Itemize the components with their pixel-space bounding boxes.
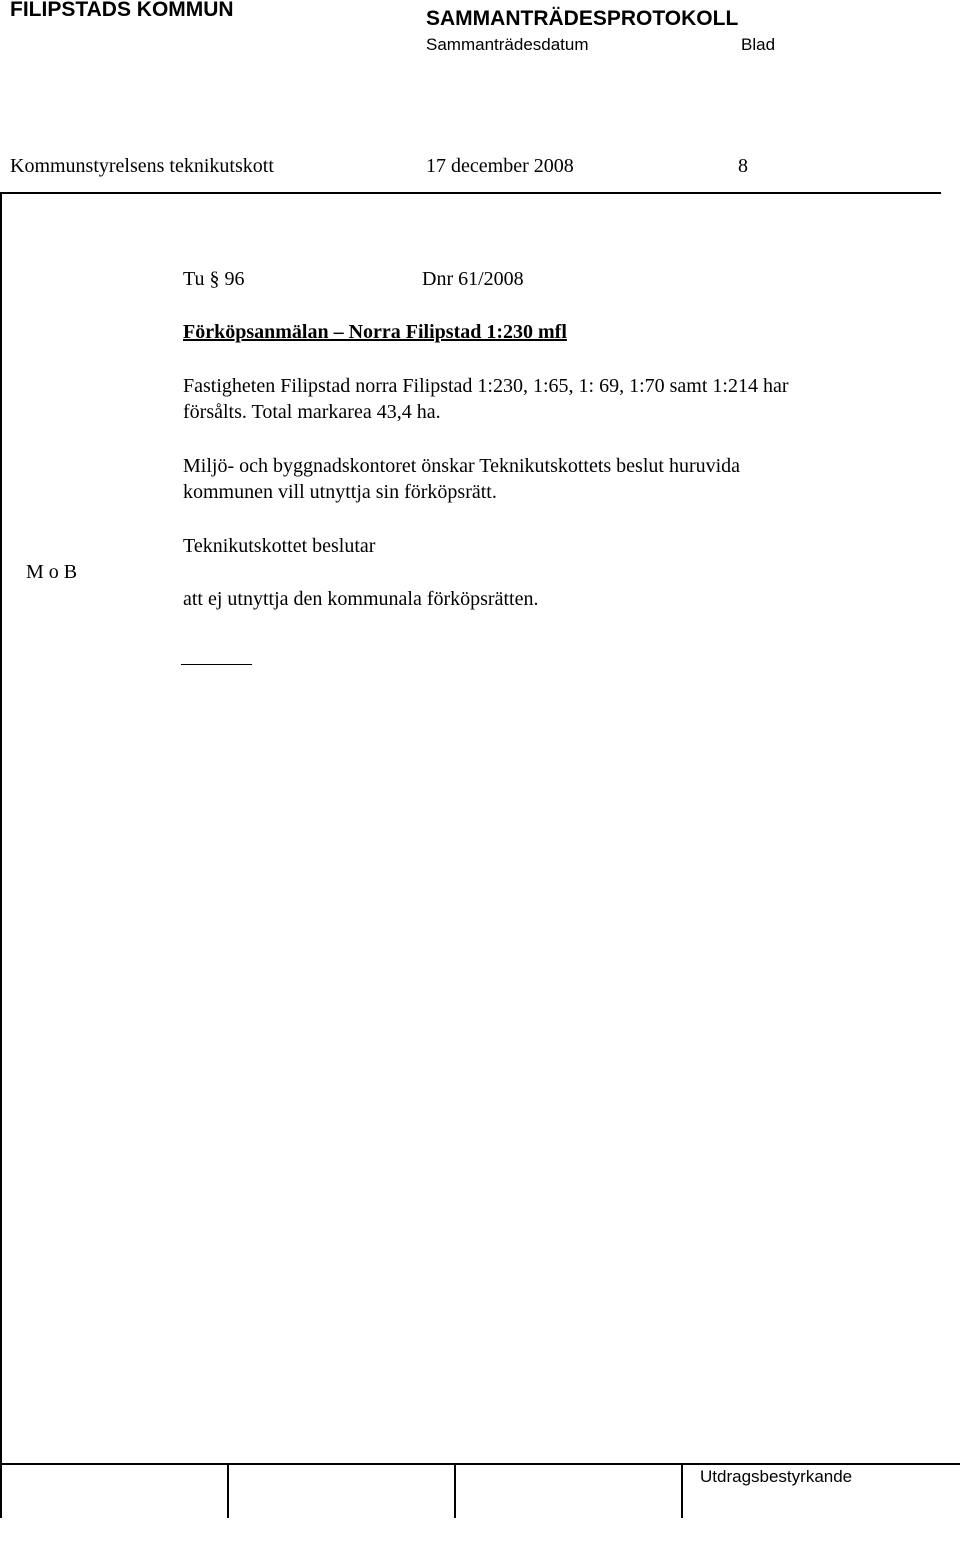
page-label: Blad: [741, 35, 776, 54]
closing-rule: [181, 664, 252, 665]
committee-name: Kommunstyrelsens teknikutskott: [10, 155, 274, 177]
frame-bottom-line: [0, 1463, 960, 1465]
paragraph-1-line-2: försålts. Total markarea 43,4 ha.: [183, 401, 441, 423]
frame-left-line: [0, 192, 2, 1463]
footer-divider-4: [681, 1463, 683, 1518]
municipality-name: FILIPSTADS KOMMUN: [10, 0, 234, 21]
paragraph-2-line-1: Miljö- och byggnadskontoret önskar Teknikutskottets beslut huruvida: [183, 455, 741, 477]
protocol-title: SAMMANTRÄDESPROTOKOLL: [426, 7, 739, 30]
certification-label: Utdragsbestyrkande: [700, 1467, 853, 1486]
meeting-date: 17 december 2008: [426, 155, 574, 177]
paragraph-prefix: Tu: [183, 268, 205, 290]
meeting-date-label: Sammanträdesdatum: [426, 35, 589, 54]
margin-note: M o B: [26, 561, 78, 583]
footer-divider-2: [227, 1463, 229, 1518]
frame-top-line: [0, 192, 941, 194]
decision-text: att ej utnyttja den kommunala förköpsrätten.: [183, 588, 539, 610]
paragraph-1-line-1: Fastigheten Filipstad norra Filipstad 1:230, 1:65, 1: 69, 1:70 samt 1:214 har: [183, 375, 789, 397]
page-number: 8: [738, 155, 748, 177]
footer-divider-1: [0, 1463, 2, 1518]
paragraph-reference: [183, 268, 245, 291]
paragraph-number: 96: [224, 268, 245, 290]
item-title: Förköpsanmälan – Norra Filipstad 1:230 mfl: [183, 321, 567, 343]
diary-number: Dnr 61/2008: [422, 268, 524, 290]
footer-divider-3: [454, 1463, 456, 1518]
decision-heading: Teknikutskottet beslutar: [183, 535, 376, 557]
paragraph-symbol: §: [209, 268, 220, 290]
paragraph-2-line-2: kommunen vill utnyttja sin förköpsrätt.: [183, 481, 497, 503]
